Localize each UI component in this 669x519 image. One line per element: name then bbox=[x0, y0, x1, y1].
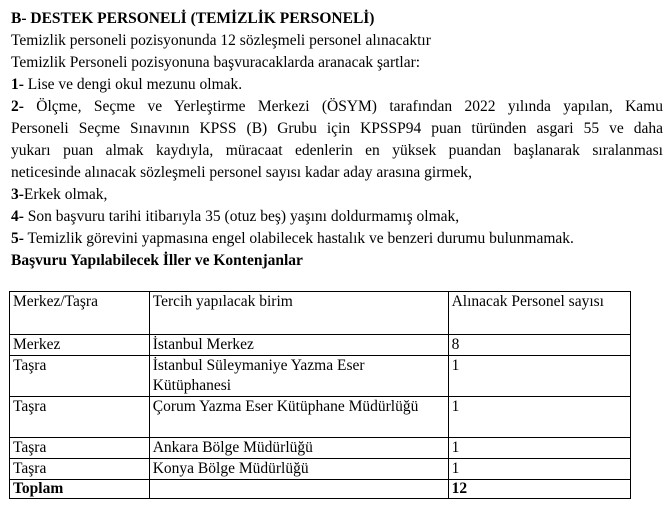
condition-2-line-2: Personeli Seçme Sınavının KPSS (B) Grubu için KPSSP94 puan türünden asgari 55 ve daha bbox=[11, 120, 663, 137]
condition-2-line-1 bbox=[11, 96, 663, 118]
total-value: 12 bbox=[448, 480, 630, 499]
condition-3 bbox=[11, 184, 663, 206]
quota-table bbox=[9, 291, 631, 499]
condition-text: Erkek olmak, bbox=[23, 186, 108, 203]
cell-unit: İstanbul Merkez bbox=[149, 335, 448, 356]
condition-text: Lise ve dengi okul mezunu olmak. bbox=[23, 76, 243, 93]
cell-unit: Çorum Yazma Eser Kütüphane Müdürlüğü bbox=[149, 397, 448, 438]
intro-line-2: Temizlik Personeli pozisyonuna başvuracaklarda aranacak şartlar: bbox=[11, 54, 421, 71]
intro-line-1: Temizlik personeli pozisyonunda 12 sözleşmeli personel alınacaktır bbox=[11, 32, 431, 49]
table-row bbox=[10, 335, 631, 356]
table-title: Başvuru Yapılabilecek İller ve Kontenjanlar bbox=[11, 252, 303, 269]
cell-location: Taşra bbox=[10, 356, 150, 397]
cell-location: Merkez bbox=[10, 335, 150, 356]
condition-text: Son başvuru tarihi itibarıyla 35 (otuz beş) yaşını doldurmamış olmak, bbox=[23, 208, 460, 225]
condition-text: Temizlik görevini yapmasına engel olabilecek hastalık ve benzeri durumu bulunmamak. bbox=[23, 230, 574, 247]
condition-2-line-3: yukarı puan almak kaydıyla, müracaat edenlerin en yüksek puandan başlanarak sıralanması bbox=[11, 142, 663, 159]
condition-number: 2- bbox=[11, 98, 24, 115]
cell-location: Taşra bbox=[10, 459, 150, 480]
condition-4 bbox=[11, 206, 663, 228]
section-title: B- DESTEK PERSONELİ (TEMİZLİK PERSONELİ) bbox=[11, 10, 375, 27]
condition-number: 4- bbox=[11, 208, 24, 225]
table-row bbox=[10, 438, 631, 459]
cell-location: Taşra bbox=[10, 438, 150, 459]
total-label: Toplam bbox=[10, 480, 150, 499]
condition-5 bbox=[11, 228, 663, 250]
total-empty-cell bbox=[149, 480, 448, 499]
cell-count: 1 bbox=[448, 356, 630, 397]
table-header-row bbox=[10, 292, 631, 335]
cell-unit: Ankara Bölge Müdürlüğü bbox=[149, 438, 448, 459]
table-row bbox=[10, 356, 631, 397]
condition-2 bbox=[11, 96, 663, 184]
condition-number: 3- bbox=[11, 186, 24, 203]
cell-unit: Konya Bölge Müdürlüğü bbox=[149, 459, 448, 480]
condition-text: Ölçme, Seçme ve Yerleştirme Merkezi (ÖSYM) tarafından 2022 yılında yapılan, Kamu bbox=[23, 98, 663, 115]
table-row bbox=[10, 397, 631, 438]
cell-count: 1 bbox=[448, 397, 630, 438]
cell-location: Taşra bbox=[10, 397, 150, 438]
condition-number: 1- bbox=[11, 76, 24, 93]
cell-count: 1 bbox=[448, 438, 630, 459]
header-count: Alınacak Personel sayısı bbox=[448, 292, 630, 335]
header-unit: Tercih yapılacak birim bbox=[149, 292, 448, 335]
condition-2-line-4: neticesinde alınacak sözleşmeli personel sayısı kadar aday arasına girmek, bbox=[11, 164, 472, 181]
table-total-row bbox=[10, 480, 631, 499]
table-row bbox=[10, 459, 631, 480]
document-body bbox=[11, 8, 663, 272]
cell-unit: İstanbul Süleymaniye Yazma Eser Kütüphanesi bbox=[149, 356, 448, 397]
cell-count: 1 bbox=[448, 459, 630, 480]
header-location: Merkez/Taşra bbox=[10, 292, 150, 335]
cell-count: 8 bbox=[448, 335, 630, 356]
condition-1 bbox=[11, 74, 663, 96]
condition-number: 5- bbox=[11, 230, 24, 247]
